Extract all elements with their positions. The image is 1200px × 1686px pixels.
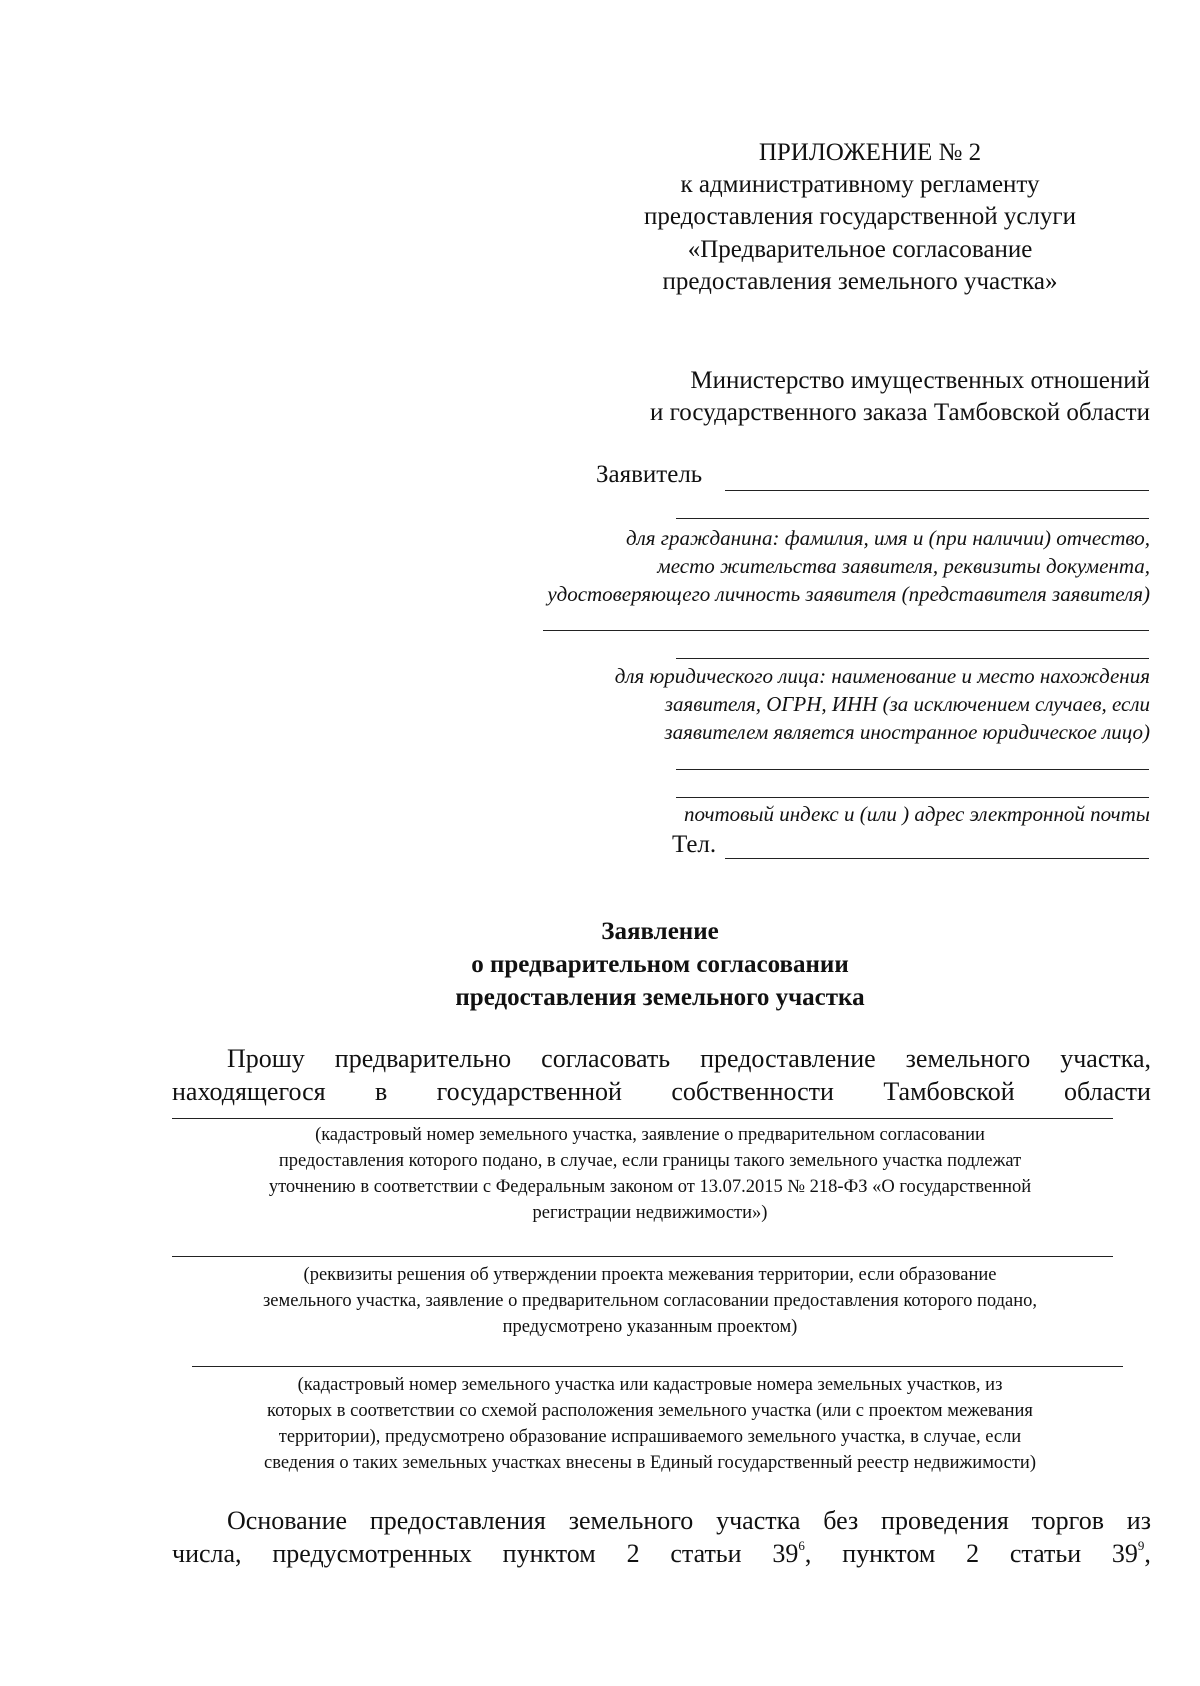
field2-hint: предусмотрено указанным проектом) [502,1317,798,1337]
postal-field[interactable] [676,769,1149,770]
applicant-underline [725,490,1149,491]
field1-hint: уточнению в соответствии с Федеральным законом от 13.07.2015 № 218-ФЗ «О государственной [268,1177,1032,1197]
legal-hint: заявителя, ОГРН, ИНН (за исключением случаев, если [664,692,1150,716]
applicant-label: Заявитель [596,461,703,488]
appendix-line: предоставления земельного участка» [662,268,1058,295]
statement-title: о предварительном согласовании [471,951,849,978]
citizen-hint: для гражданина: фамилия, имя и (при наличии) отчество, [626,526,1150,550]
article-superscript: 9 [1137,1538,1145,1554]
word: 2 [966,1539,980,1568]
request-line: Прошу предварительно согласовать предоставление земельного участка, [227,1044,1151,1073]
statement-title: Заявление [601,918,719,945]
article-ref [1112,1537,1151,1571]
field1-hint: регистрации недвижимости») [532,1203,768,1223]
word: статьи [670,1539,742,1568]
legal-hint: заявителем является иностранное юридическое лицо) [664,720,1150,744]
separator: , [804,1539,812,1568]
field3-hint: которых в соответствии со схемой расположения земельного участка (или с проектом межевания [267,1401,1033,1421]
postal-hint: почтовый индекс и (или ) адрес электронной почты [684,802,1150,826]
field1-hint: предоставления которого подано, в случае, если границы такого земельного участка подлежат [278,1151,1022,1171]
phone-field[interactable] [725,828,1149,858]
field3-hint: сведения о таких земельных участках внесены в Единый государственный реестр недвижимости) [264,1453,1036,1473]
article-number: 39 [1111,1539,1138,1568]
separator: , [1144,1539,1151,1568]
citizen-field[interactable] [543,630,1149,631]
field3-hint: (кадастровый номер земельного участка или кадастровые номера земельных участков, из [297,1375,1003,1395]
phone-underline [725,858,1149,859]
field3-hint: территории), предусмотрено образование испрашиваемого земельного участка, в случае, если [278,1427,1022,1447]
postal-field-2[interactable] [676,797,1149,798]
word: пунктом [502,1539,596,1568]
word: 2 [626,1539,640,1568]
legal-hint: для юридического лица: наименование и место нахождения [614,664,1150,688]
article-superscript: 6 [798,1538,805,1554]
request-line-2 [172,1075,1151,1109]
field1-hint: (кадастровый номер земельного участка, заявление о предварительном согласовании [315,1125,985,1145]
word: статьи [1009,1539,1082,1568]
ministry-line: и государственного заказа Тамбовской области [650,399,1150,426]
word: государственной [436,1077,622,1106]
field2-hint: (реквизиты решения об утверждении проекта межевания территории, если образование [303,1265,997,1285]
applicant-field[interactable] [725,458,1149,488]
cadastral-number-field[interactable] [172,1118,1113,1119]
appendix-line: «Предварительное согласование [687,236,1033,263]
appendix-line: к административному регламенту [680,171,1040,198]
basis-line-2 [172,1537,1151,1571]
word: области [1064,1077,1151,1106]
citizen-hint: место жительства заявителя, реквизиты документа, [657,554,1150,578]
statement-title: предоставления земельного участка [455,984,865,1011]
field2-hint: земельного участка, заявление о предварительном согласовании предоставления которого подано, [263,1291,1037,1311]
legal-field[interactable] [676,658,1149,659]
article-ref [772,1537,811,1571]
word: находящегося [172,1077,326,1106]
source-parcels-field[interactable] [192,1366,1123,1367]
word: пунктом [842,1539,936,1568]
survey-project-field[interactable] [172,1256,1113,1257]
word: предусмотренных [272,1539,472,1568]
applicant-underline-2[interactable] [676,518,1149,519]
basis-line: Основание предоставления земельного участка без проведения торгов из [227,1506,1151,1535]
word: Тамбовской [883,1077,1015,1106]
ministry-line: Министерство имущественных отношений [690,367,1150,394]
citizen-hint: удостоверяющего личность заявителя (представителя заявителя) [547,582,1150,606]
phone-label: Тел. [672,831,717,858]
word: числа, [172,1539,242,1568]
appendix-line: предоставления государственной услуги [643,203,1077,230]
article-number: 39 [772,1539,799,1568]
word: собственности [671,1077,834,1106]
appendix-title: ПРИЛОЖЕНИЕ № 2 [758,139,982,166]
word: в [375,1077,388,1106]
